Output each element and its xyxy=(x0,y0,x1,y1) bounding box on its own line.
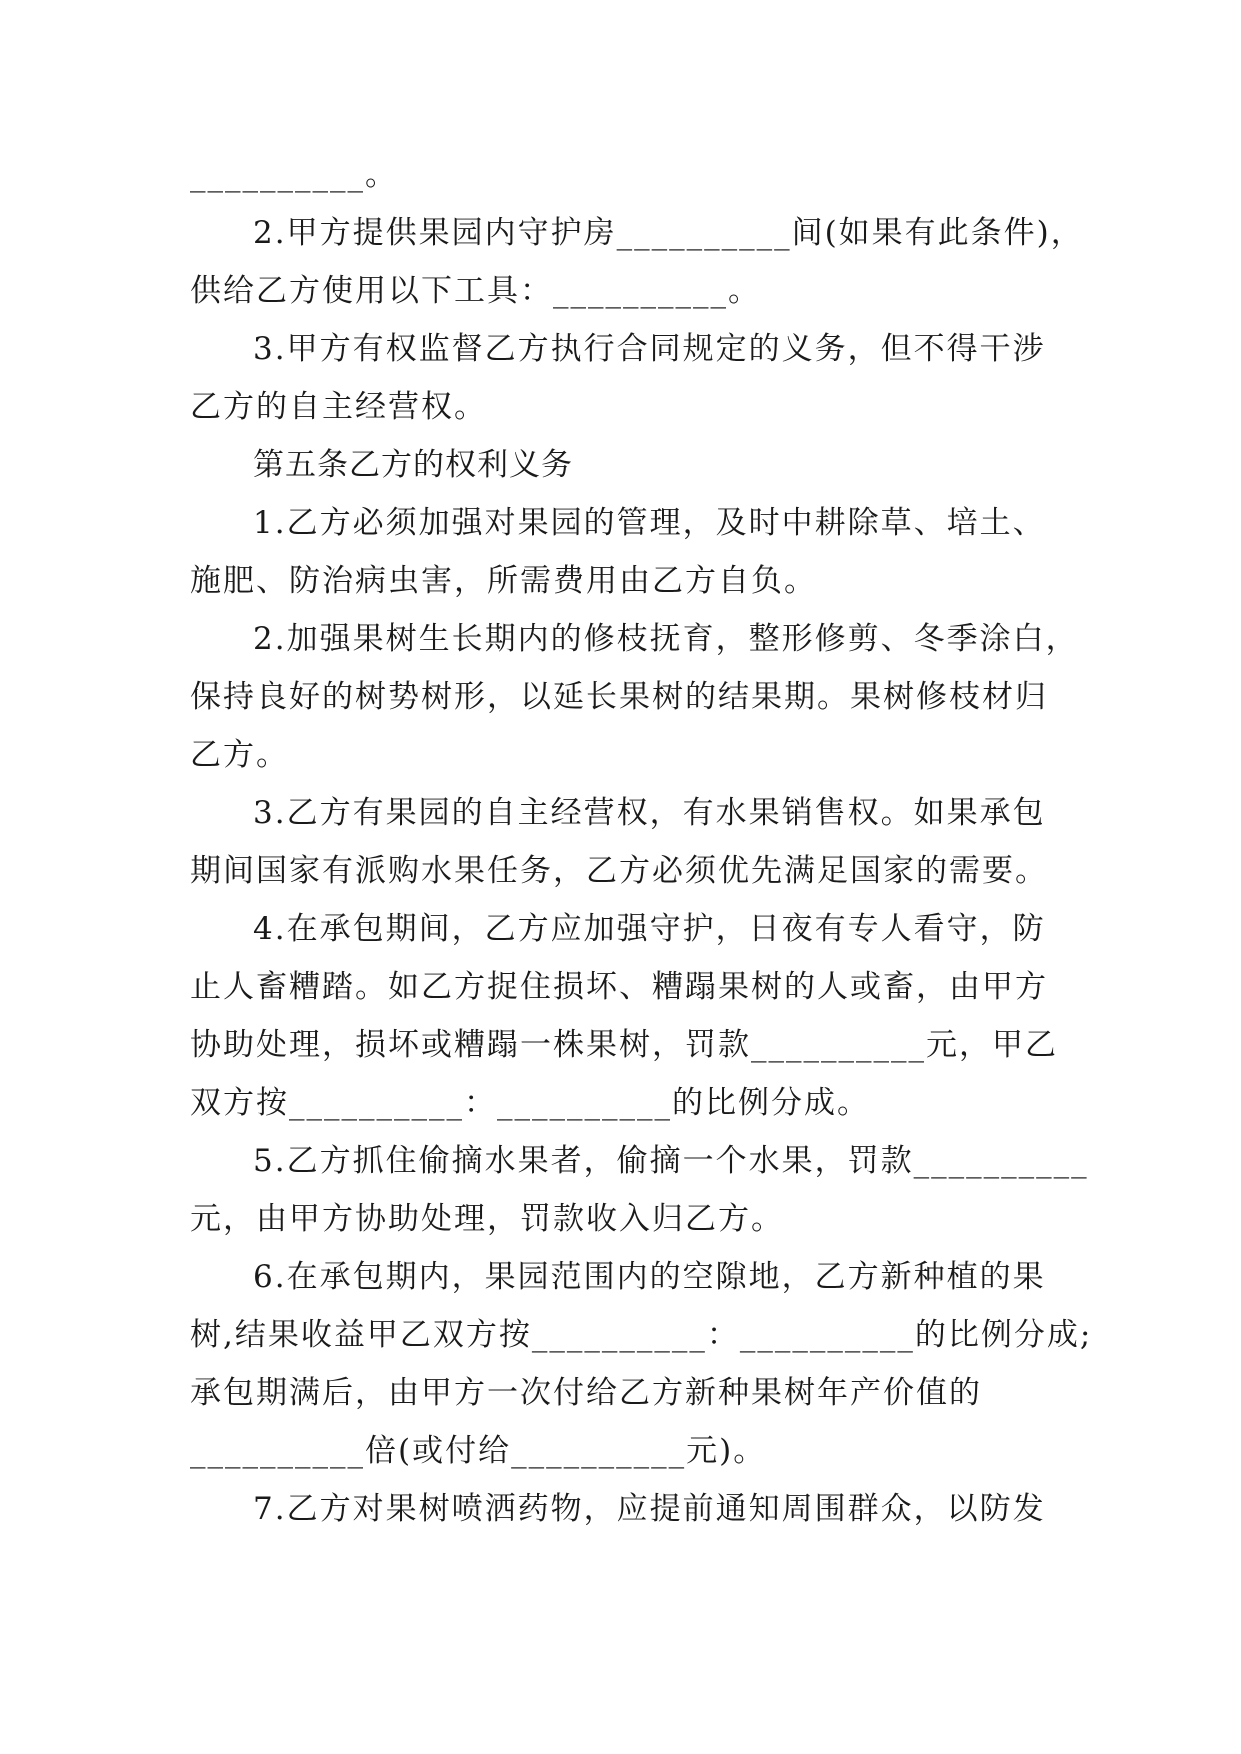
text-line: 7.乙方对果树喷洒药物，应提前通知周围群众，以防发 xyxy=(253,1491,1046,1527)
text-line: 期间国家有派购水果任务，乙方必须优先满足国家的需要。 xyxy=(190,853,1048,889)
text-line: 保持良好的树势树形，以延长果树的结果期。果树修枝材归 xyxy=(190,679,1048,715)
text-line: 乙方的自主经营权。 xyxy=(190,389,487,425)
text-line: 3.甲方有权监督乙方执行合同规定的义务，但不得干涉 xyxy=(253,331,1046,367)
text-line: 施肥、防治病虫害，所需费用由乙方自负。 xyxy=(190,563,817,599)
text-line: 3.乙方有果园的自主经营权，有水果销售权。如果承包 xyxy=(253,795,1046,831)
text-line: 2.加强果树生长期内的修枝抚育，整形修剪、冬季涂白， xyxy=(253,621,1079,657)
text-line: 协助处理，损坏或糟蹋一株果树，罚款__________元，甲乙 xyxy=(190,1027,1058,1063)
text-line: __________倍(或付给__________元)。 xyxy=(190,1433,767,1469)
text-line: 元，由甲方协助处理，罚款收入归乙方。 xyxy=(190,1201,784,1237)
text-line: 乙方。 xyxy=(190,737,289,773)
text-line: 6.在承包期内，果园范围内的空隙地，乙方新种植的果 xyxy=(253,1259,1046,1295)
text-line: 树,结果收益甲乙双方按__________：__________的比例分成; xyxy=(190,1317,1093,1353)
text-line: 5.乙方抓住偷摘水果者，偷摘一个水果，罚款__________ xyxy=(253,1143,1089,1179)
text-line: 供给乙方使用以下工具：__________。 xyxy=(190,273,761,309)
section-heading: 第五条乙方的权利义务 xyxy=(253,447,573,483)
text-line: 承包期满后，由甲方一次付给乙方新种果树年产价值的 xyxy=(190,1375,982,1411)
text-line: 4.在承包期间，乙方应加强守护，日夜有专人看守，防 xyxy=(253,911,1046,947)
text-line: 2.甲方提供果园内守护房__________间(如果有此条件)， xyxy=(253,215,1084,251)
text-line: 止人畜糟踏。如乙方捉住损坏、糟蹋果树的人或畜，由甲方 xyxy=(190,969,1048,1005)
text-line: __________。 xyxy=(190,157,398,193)
text-line: 双方按__________：__________的比例分成。 xyxy=(190,1085,870,1121)
text-line: 1.乙方必须加强对果园的管理，及时中耕除草、培土、 xyxy=(253,505,1046,541)
